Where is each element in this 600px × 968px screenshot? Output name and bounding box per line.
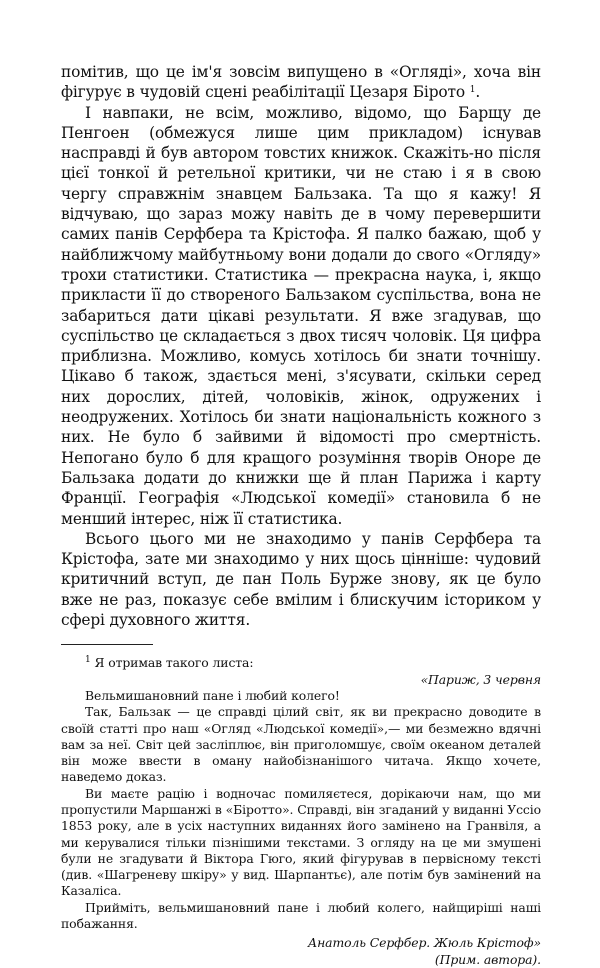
paragraph-1: помітив, що це ім'я зовсім випущено в «Огляді», хоча він фігурує в чудовій сцені реабілітації Цезаря Бірото $^1$. — [61, 63, 541, 102]
letter-signature: Анатоль Серфбер. Жюль Крістоф» — [307, 935, 541, 951]
footnote-intro — [61, 655, 541, 671]
letter-paragraph-1: Так, Бальзак — це справді цілий світ, як ви прекрасно доводите в своїй статті про наш «Огляд «Людської комедії»,— ми безмежно вдячні вам за неї. Світ цей засліплює, він приголомшує, своїм океаном деталей він може ввести в оману найобізнанішого читача. Якщо хочете, наведемо доказ. — [61, 704, 541, 785]
footnote-intro-text: Я отримав такого листа: — [94, 655, 254, 671]
footnote-marker: 1 — [85, 655, 91, 666]
main-text — [61, 62, 541, 630]
book-page — [61, 62, 541, 968]
author-note: (Прим. автора). — [434, 951, 541, 967]
letter-paragraph-2: Ви маєте рацію і водночас помиляєтеся, дорікаючи нам, що ми пропустили Маршанжі в «Біротто». Справді, він згаданий у виданні Уссіо 1853 року, але в усіх наступних виданнях його замінено на Гранвіля, а ми керувалися тільки пізнішими текстами. З огляду на це ми змушені були не згадувати й Віктора Гюго, який фігурував в первісному тексті (див. «Шагреневу шкіру» у вид. Шарпантьє), але потім був замінений на Казаліса. — [61, 785, 541, 899]
letter-greeting: Вельмишановний пане і любий колего! — [85, 687, 340, 703]
letter-dateline: «Париж, 3 червня — [420, 671, 541, 687]
footnote-divider — [61, 644, 153, 645]
paragraph-1-text: помітив, що це ім'я зовсім випущено в «Огляді», хоча він фігурує в чудовій сцені реабілітації Цезаря Бірото — [61, 63, 541, 102]
footnote — [61, 655, 541, 968]
paragraph-2: І навпаки, не всім, можливо, відомо, що Барщу де Пенгоен (обмежуся лише цим прикладом) існував насправді й був автором товстих книжок. Скажіть-но після цієї тонкої й ретельної критики, чи не стаю і я в свою чергу справжнім знавцем Бальзака. Та що я кажу! Я відчуваю, що зараз можу навіть де в чому перевершити самих панів Серфбера та Крістофа. Я палко бажаю, щоб у найближчому майбутньому вони додали до свого «Огляду» трохи статистики. Статистика — прекрасна наука, і, якщо прикласти її до створеного Бальзаком суспільства, вона не забариться дати цікаві результати. Я вже згадував, що суспільство це складається з двох тисяч чоловік. Ця цифра приблизна. Можливо, комусь хотілось би знати точнішу. Цікаво б також, здається мені, з'ясувати, скільки серед них дорослих, дітей, чоловіків, жінок, одружених і неодружених. Хотілось би знати національність кожного з них. Не було б зайвими й відомості про смертність. Непогано було б для кращого розуміння творів Оноре де Бальзака додати до книжки ще й план Парижа і карту Франції. Географія «Людської комедії» становила б не менший інтерес, ніж її статистика. — [61, 103, 541, 528]
letter-paragraph-3: Прийміть, вельмишановний пане і любий колего, найщиріші наші побажання. — [61, 899, 541, 932]
footnote-reference: 1 — [469, 85, 476, 96]
paragraph-3: Всього цього ми не знаходимо у панів Серфбера та Крістофа, зате ми знаходимо у них щось цінніше: чудовий критичний вступ, де пан Поль Бурже знову, як це було вже не раз, показує себе вмілим і блискучим істориком у сфері духовного життя. — [61, 529, 541, 630]
